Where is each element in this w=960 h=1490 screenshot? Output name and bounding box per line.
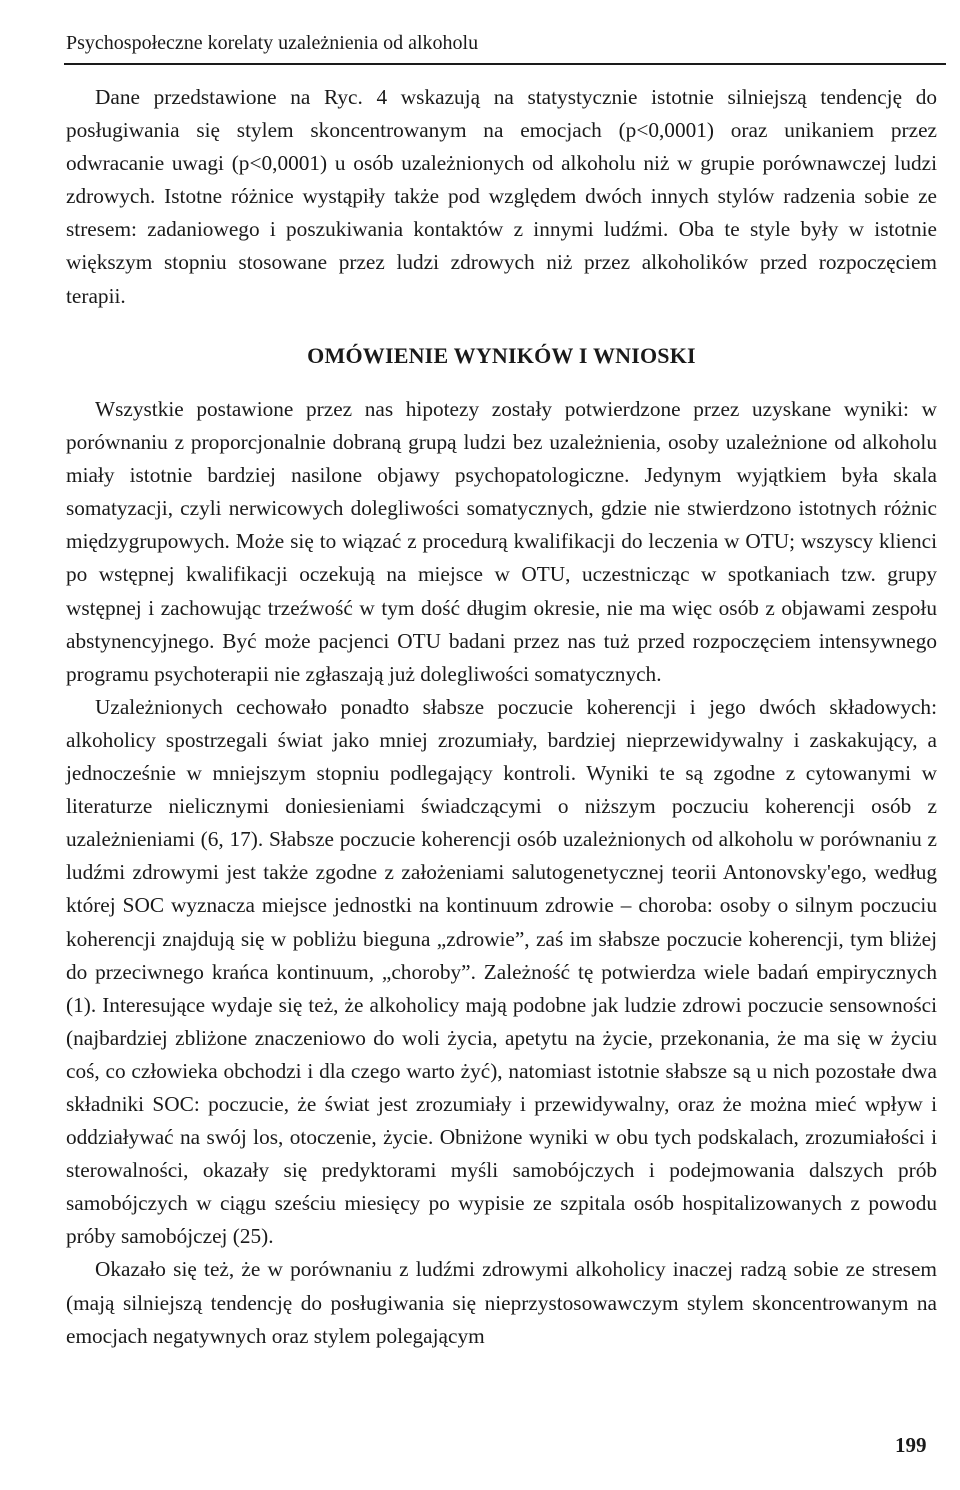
- section-text-block: [66, 393, 937, 1353]
- page-number: 199: [895, 1433, 927, 1457]
- running-header: Psychospołeczne korelaty uzależnienia od alkoholu: [66, 32, 479, 54]
- paragraph: Dane przedstawione na Ryc. 4 wskazują na statystycznie istotnie silniejszą tendencję do posługiwania się stylem skoncentrowanym na emocjach (p<0,0001) oraz unikaniem przez odwracanie uwagi (p<0,0001) u osób uzależnionych od alkoholu niż w grupie porównawczej ludzi zdrowych. Istotne różnice wystąpiły także pod względem dwóch innych stylów radzenia sobie ze stresem: zadaniowego i poszukiwania kontaktów z innymi ludźmi. Oba te style były w istotnie większym stopniu stosowane przez ludzi zdrowych niż przez alkoholików przed rozpoczęciem terapii.: [66, 85, 937, 308]
- section-heading: OMÓWIENIE WYNIKÓW I WNIOSKI: [307, 343, 696, 368]
- intro-text-block: [66, 81, 937, 313]
- paragraph: Wszystkie postawione przez nas hipotezy zostały potwierdzone przez uzyskane wyniki: w porównaniu z proporcjonalnie dobraną grupą ludzi bez uzależnienia, osoby uzależnione od alkoholu miały istotnie bardziej nasilone objawy psychopatologiczne. Jedynym wyjątkiem była skala somatyzacji, czyli nerwicowych dolegliwości somatycznych, gdzie nie stwierdzono istotnych różnic międzygrupowych. Może się to wiązać z procedurą kwalifikacji do leczenia w OTU; wszyscy klienci po wstępnej kwalifikacji oczekują na miejsce w OTU, uczestnicząc w spotkaniach tzw. grupy wstępnej i zachowując trzeźwość w tym dość długim okresie, nie ma więc osób z objawami zespołu abstynencyjnego. Być może pacjenci OTU badani przez nas tuż przed rozpoczęciem intensywnego programu psychoterapii nie zgłaszają już dolegliwości somatycznych.: [66, 397, 937, 686]
- header-rule: [64, 63, 946, 65]
- paragraph: Uzależnionych cechowało ponadto słabsze poczucie koherencji i jego dwóch składowych: alkoholicy spostrzegali świat jako mniej zrozumiały, bardziej nieprzewidywalny i zaskakujący, a jednocześnie w mniejszym stopniu podlegający kontroli. Wyniki te są zgodne z cytowanymi w literaturze nielicznymi doniesieniami świadczącymi o niższym poczuciu koherencji osób z uzależnieniami (6, 17). Słabsze poczucie koherencji osób uzależnionych od alkoholu w porównaniu z ludźmi zdrowymi jest także zgodne z założeniami salutogenetycznej teorii Antonovsky'ego, według której SOC wyznacza miejsce jednostki na kontinuum zdrowie – choroba: osoby o silnym poczuciu koherencji znajdują się w pobliżu bieguna „zdrowie”, zaś im słabsze poczucie koherencji, tym bliżej do przeciwnego krańca kontinuum, „choroby”. Zależność tę potwierdza wiele badań empirycznych (1). Interesujące wydaje się też, że alkoholicy mają podobne jak ludzie zdrowi poczucie sensowności (najbardziej zbliżone znaczeniowo do woli życia, apetytu na życie, przekonania, że ma się w życiu coś, co człowieka obchodzi i dla czego warto żyć), natomiast istotnie słabsze są u nich pozostałe dwa składniki SOC: poczucie, że świat jest zrozumiały i przewidywalny, oraz że można mieć wpływ i oddziaływać na swój los, otoczenie, życie. Obniżone wyniki w obu tych podskalach, zrozumiałości i sterowalności, okazały się predyktorami myśli samobójczych i podejmowania dalszych prób samobójczych w ciągu sześciu miesięcy po wypisie ze szpitala osób hospitalizowanych z powodu próby samobójczej (25).: [66, 694, 937, 1249]
- paragraph: Okazało się też, że w porównaniu z ludźmi zdrowymi alkoholicy inaczej radzą sobie ze stresem (mają silniejszą tendencję do posługiwania się nieprzystosowawczym stylem skoncentrowanym na emocjach negatywnych oraz stylem polegającym: [66, 1257, 937, 1348]
